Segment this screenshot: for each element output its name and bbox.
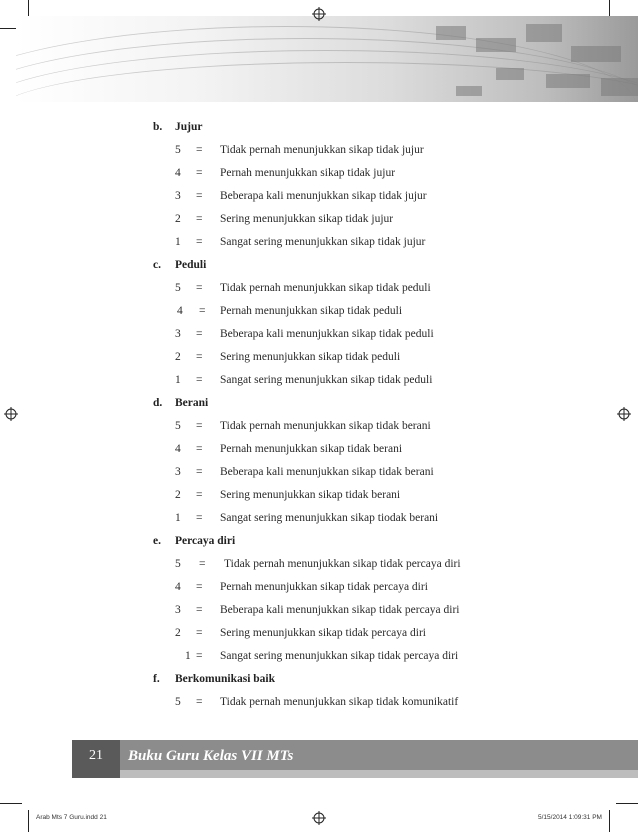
book-title: Buku Guru Kelas VII MTs xyxy=(128,748,294,764)
score-value: 4 xyxy=(175,443,181,455)
score-description: Sering menunjukkan sikap tidak jujur xyxy=(220,213,394,225)
equals-sign: = xyxy=(196,420,203,432)
crop-mark xyxy=(609,810,610,832)
score-description: Pernah menunjukkan sikap tidak jujur xyxy=(220,167,396,179)
section-title: Peduli xyxy=(175,259,207,271)
header-decoration xyxy=(16,16,638,102)
list-item xyxy=(0,213,638,229)
section-heading xyxy=(153,673,453,689)
list-item xyxy=(0,305,638,321)
section-title: Jujur xyxy=(175,121,203,133)
equals-sign: = xyxy=(196,351,203,363)
score-description: Beberapa kali menunjukkan sikap tidak peduli xyxy=(220,328,434,340)
equals-sign: = xyxy=(196,604,203,616)
page-number: 21 xyxy=(89,748,103,763)
equals-sign: = xyxy=(196,627,203,639)
registration-mark-icon xyxy=(312,811,326,825)
list-item xyxy=(0,696,638,712)
list-item xyxy=(0,604,638,620)
score-description: Pernah menunjukkan sikap tidak peduli xyxy=(220,305,403,317)
equals-sign: = xyxy=(196,144,203,156)
section-title: Berani xyxy=(175,397,209,409)
list-item xyxy=(0,374,638,390)
section-title: Berkomunikasi baik xyxy=(175,673,276,685)
score-value: 2 xyxy=(175,351,181,363)
score-description: Sering menunjukkan sikap tidak berani xyxy=(220,489,401,501)
score-description: Tidak pernah menunjukkan sikap tidak jujur xyxy=(220,144,424,156)
section-letter: b. xyxy=(153,121,163,133)
score-value: 1 xyxy=(175,374,181,386)
equals-sign: = xyxy=(196,282,203,294)
score-value: 1 xyxy=(175,236,181,248)
score-description: Sering menunjukkan sikap tidak peduli xyxy=(220,351,401,363)
score-value: 2 xyxy=(175,213,181,225)
section-letter: e. xyxy=(153,535,161,547)
score-value: 3 xyxy=(175,604,181,616)
equals-sign: = xyxy=(196,167,203,179)
score-description: Tidak pernah menunjukkan sikap tidak peduli xyxy=(220,282,431,294)
score-description: Pernah menunjukkan sikap tidak berani xyxy=(220,443,403,455)
score-description: Sering menunjukkan sikap tidak percaya diri xyxy=(220,627,426,639)
list-item xyxy=(0,466,638,482)
slug-file-name: Arab Mts 7 Guru.indd 21 xyxy=(36,814,107,821)
score-description: Sangat sering menunjukkan sikap tidak jujur xyxy=(220,236,426,248)
section-heading xyxy=(153,535,453,551)
equals-sign: = xyxy=(196,489,203,501)
registration-mark-icon xyxy=(617,407,631,421)
score-description: Beberapa kali menunjukkan sikap tidak jujur xyxy=(220,190,427,202)
score-description: Tidak pernah menunjukkan sikap tidak berani xyxy=(220,420,431,432)
score-description: Beberapa kali menunjukkan sikap tidak berani xyxy=(220,466,434,478)
score-value: 3 xyxy=(175,190,181,202)
score-value: 4 xyxy=(175,581,181,593)
list-item xyxy=(0,420,638,436)
section-heading xyxy=(153,121,453,137)
list-item xyxy=(0,650,638,666)
list-item xyxy=(0,328,638,344)
score-value: 3 xyxy=(175,328,181,340)
score-value: 3 xyxy=(175,466,181,478)
equals-sign: = xyxy=(196,696,203,708)
list-item xyxy=(0,627,638,643)
list-item xyxy=(0,144,638,160)
score-value: 4 xyxy=(177,305,183,317)
slug-timestamp: 5/15/2014 1:09:31 PM xyxy=(538,814,602,821)
score-value: 4 xyxy=(175,167,181,179)
score-description: Tidak pernah menunjukkan sikap tidak komunikatif xyxy=(220,696,459,708)
equals-sign: = xyxy=(196,213,203,225)
section-heading xyxy=(153,397,453,413)
score-value: 1 xyxy=(175,512,181,524)
section-title: Percaya diri xyxy=(175,535,236,547)
registration-mark-icon xyxy=(312,7,326,21)
score-value: 5 xyxy=(175,558,181,570)
list-item xyxy=(0,581,638,597)
score-description: Pernah menunjukkan sikap tidak percaya diri xyxy=(220,581,428,593)
equals-sign: = xyxy=(199,305,206,317)
list-item xyxy=(0,190,638,206)
score-value: 5 xyxy=(175,282,181,294)
equals-sign: = xyxy=(199,558,206,570)
score-value: 5 xyxy=(175,696,181,708)
section-heading xyxy=(153,259,453,275)
footer-band xyxy=(72,740,638,778)
score-value: 2 xyxy=(175,489,181,501)
section-letter: c. xyxy=(153,259,161,271)
section-letter: d. xyxy=(153,397,163,409)
list-item xyxy=(0,443,638,459)
equals-sign: = xyxy=(196,328,203,340)
equals-sign: = xyxy=(196,512,203,524)
equals-sign: = xyxy=(196,443,203,455)
crop-mark xyxy=(0,803,22,804)
score-description: Tidak pernah menunjukkan sikap tidak percaya diri xyxy=(224,558,461,570)
list-item xyxy=(0,282,638,298)
score-value: 5 xyxy=(175,144,181,156)
section-letter: f. xyxy=(153,673,160,685)
score-value: 5 xyxy=(175,420,181,432)
equals-sign: = xyxy=(196,581,203,593)
equals-sign: = xyxy=(196,466,203,478)
equals-sign: = xyxy=(196,236,203,248)
score-description: Sangat sering menunjukkan sikap tidak peduli xyxy=(220,374,433,386)
score-description: Sangat sering menunjukkan sikap tidak percaya diri xyxy=(220,650,459,662)
list-item xyxy=(0,512,638,528)
equals-sign: = xyxy=(196,190,203,202)
equals-sign: = xyxy=(196,374,203,386)
list-item xyxy=(0,489,638,505)
equals-sign: = xyxy=(196,650,203,662)
list-item xyxy=(0,236,638,252)
list-item xyxy=(0,351,638,367)
crop-mark xyxy=(28,810,29,832)
list-item xyxy=(0,167,638,183)
score-description: Sangat sering menunjukkan sikap tiodak berani xyxy=(220,512,439,524)
score-description: Beberapa kali menunjukkan sikap tidak percaya diri xyxy=(220,604,460,616)
list-item xyxy=(0,558,638,574)
registration-mark-icon xyxy=(4,407,18,421)
score-value: 2 xyxy=(175,627,181,639)
crop-mark xyxy=(616,803,638,804)
score-value: 1 xyxy=(185,650,191,662)
